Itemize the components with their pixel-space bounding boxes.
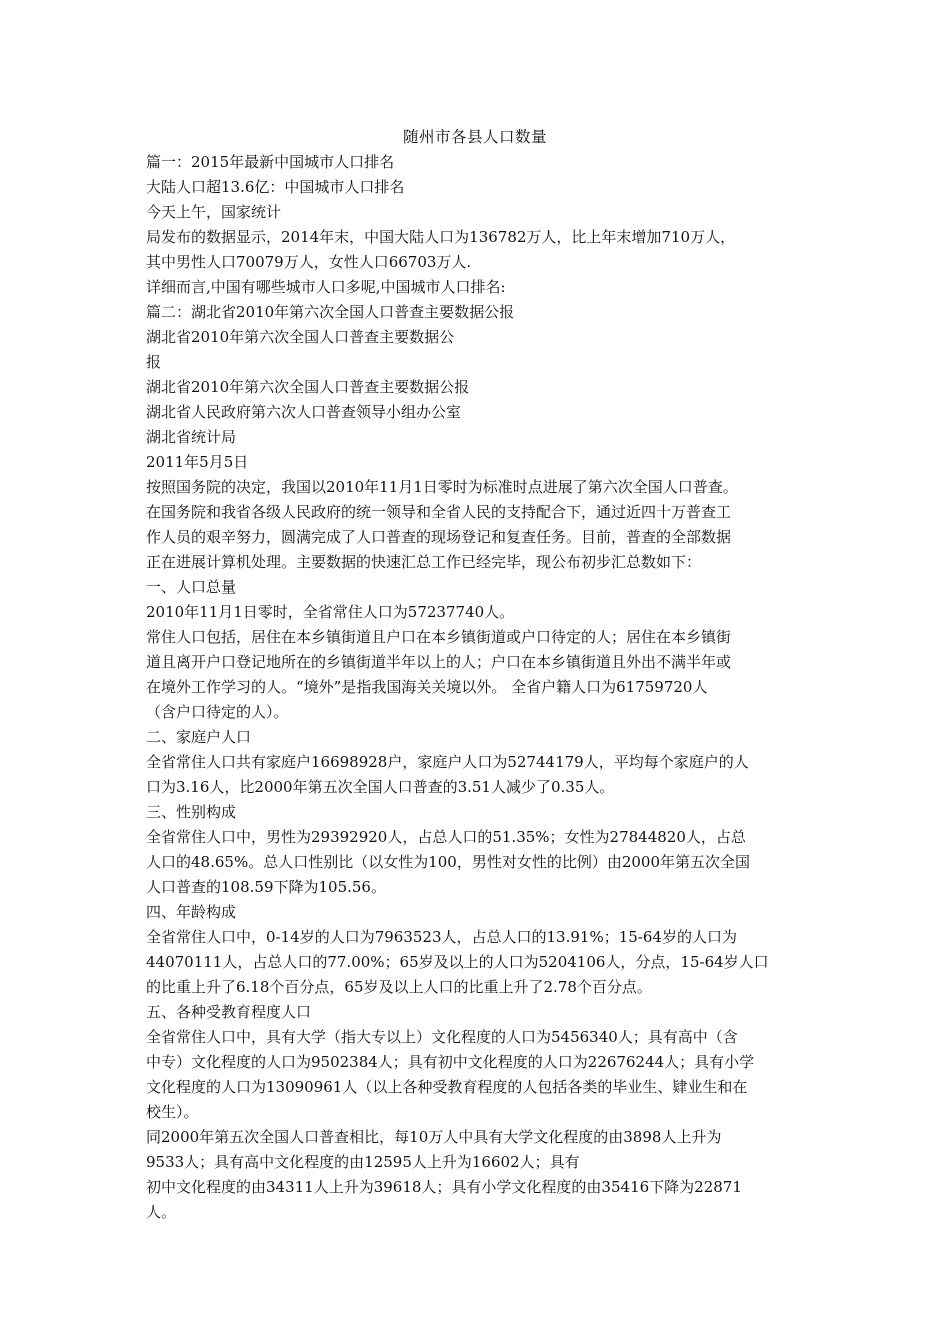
text-line: 详细而言,中国有哪些城市人口多呢,中国城市人口排名: bbox=[146, 278, 506, 296]
text-line: 人。 bbox=[146, 1203, 177, 1221]
document-body bbox=[146, 150, 826, 1225]
text-line: 口为3.16人，比2000年第五次全国人口普查的3.51人减少了0.35人。 bbox=[146, 778, 615, 796]
text-line: 全省常住人口中，0-14岁的人口为7963523人，占总人口的13.91%；15-64岁的人口为 bbox=[146, 928, 737, 946]
text-line: 正在进展计算机处理。主要数据的快速汇总工作已经完毕，现公布初步汇总数如下： bbox=[146, 553, 702, 571]
text-line: 全省常住人口共有家庭户16698928户，家庭户人口为52744179人，平均每个家庭户的人 bbox=[146, 753, 749, 771]
text-line: 篇一：2015年最新中国城市人口排名 bbox=[146, 153, 395, 171]
text-line: 今天上午，国家统计 bbox=[146, 203, 282, 221]
text-line: 44070111人，占总人口的77.00%；65岁及以上的人口为5204106人，分点，15-64岁人口 bbox=[146, 953, 769, 971]
text-line: 道且离开户口登记地所在的乡镇街道半年以上的人；户口在本乡镇街道且外出不满半年或 bbox=[146, 653, 732, 671]
text-line: 在国务院和我省各级人民政府的统一领导和全省人民的支持配合下，通过近四十万普查工 bbox=[146, 503, 732, 521]
text-line: 报 bbox=[146, 353, 162, 371]
text-line: 同2000年第五次全国人口普查相比，每10万人中具有大学文化程度的由3898人上升为 bbox=[146, 1128, 722, 1146]
text-line: 9533人；具有高中文化程度的由12595人上升为16602人；具有 bbox=[146, 1153, 580, 1171]
text-line: 人口普查的108.59下降为105.56。 bbox=[146, 878, 386, 896]
text-line: 三、性别构成 bbox=[146, 803, 237, 821]
text-line: 一、人口总量 bbox=[146, 578, 237, 596]
text-line: 局发布的数据显示，2014年末，中国大陆人口为136782万人，比上年末增加710万人， bbox=[146, 228, 736, 246]
text-line: 湖北省2010年第六次全国人口普查主要数据公报 bbox=[146, 378, 470, 396]
text-line: 中专）文化程度的人口为9502384人；具有初中文化程度的人口为22676244人；具有小学 bbox=[146, 1053, 755, 1071]
text-line: 大陆人口超13.6亿：中国城市人口排名 bbox=[146, 178, 405, 196]
text-line: 按照国务院的决定，我国以2010年11月1日零时为标准时点进展了第六次全国人口普查。 bbox=[146, 478, 738, 496]
text-line: 文化程度的人口为13090961人（以上各种受教育程度的人包括各类的毕业生、肄业生和在 bbox=[146, 1078, 748, 1096]
text-line: 全省常住人口中，男性为29392920人，占总人口的51.35%；女性为27844820人，占总 bbox=[146, 828, 746, 846]
text-line: 五、各种受教育程度人口 bbox=[146, 1003, 312, 1021]
text-line: 常住人口包括，居住在本乡镇街道且户口在本乡镇街道或户口待定的人；居住在本乡镇街 bbox=[146, 628, 732, 646]
text-line: 的比重上升了6.18个百分点，65岁及以上人口的比重上升了2.78个百分点。 bbox=[146, 978, 652, 996]
text-line: 2011年5月5日 bbox=[146, 453, 249, 471]
text-line: 在境外工作学习的人。“境外”是指我国海关关境以外。 全省户籍人口为61759720人 bbox=[146, 678, 708, 696]
text-line: 校生）。 bbox=[146, 1103, 199, 1121]
text-line: （含户口待定的人）。 bbox=[146, 703, 289, 721]
text-line: 四、年龄构成 bbox=[146, 903, 237, 921]
document-title: 随州市各县人口数量 bbox=[402, 128, 547, 146]
text-line: 全省常住人口中，具有大学（指大专以上）文化程度的人口为5456340人；具有高中（含 bbox=[146, 1028, 738, 1046]
text-line: 湖北省人民政府第六次人口普查领导小组办公室 bbox=[146, 403, 462, 421]
text-line: 人口的48.65%。总人口性别比（以女性为100，男性对女性的比例）由2000年第五次全国 bbox=[146, 853, 751, 871]
text-line: 作人员的艰辛努力，圆满完成了人口普查的现场登记和复查任务。目前，普查的全部数据 bbox=[146, 528, 732, 546]
text-line: 2010年11月1日零时，全省常住人口为57237740人。 bbox=[146, 603, 515, 621]
text-line: 二、家庭户人口 bbox=[146, 728, 252, 746]
text-line: 其中男性人口70079万人，女性人口66703万人. bbox=[146, 253, 472, 271]
text-line: 篇二：湖北省2010年第六次全国人口普查主要数据公报 bbox=[146, 303, 515, 321]
text-line: 湖北省统计局 bbox=[146, 428, 237, 446]
text-line: 初中文化程度的由34311人上升为39618人；具有小学文化程度的由35416下降为22871 bbox=[146, 1178, 742, 1196]
text-line: 湖北省2010年第六次全国人口普查主要数据公 bbox=[146, 328, 455, 346]
